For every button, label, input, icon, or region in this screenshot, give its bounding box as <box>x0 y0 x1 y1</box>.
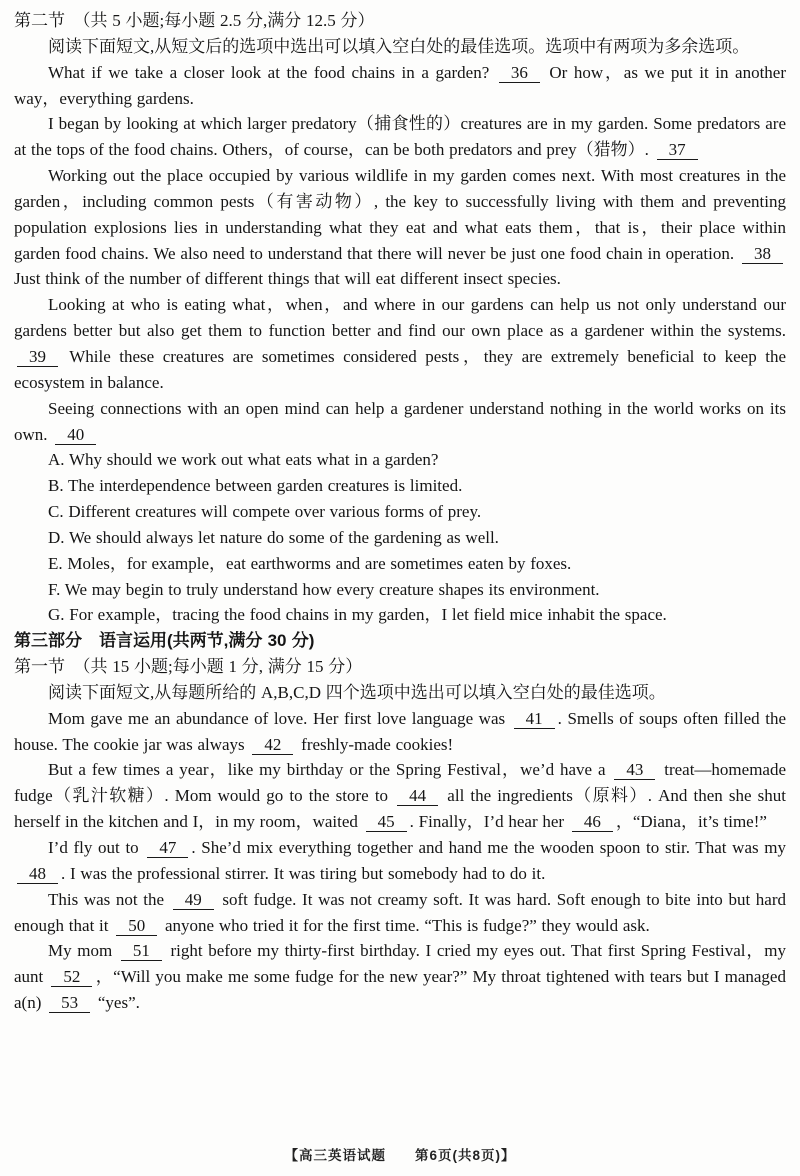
option-A: A. Why should we work out what eats what in a garden? <box>48 450 439 470</box>
blank-49: 49 <box>173 890 214 910</box>
part-3-section-1-heading: 第一节 （共 15 小题;每小题 1 分, 满分 15 分） <box>14 657 363 677</box>
section-2-instructions: 阅读下面短文,从短文后的选项中选出可以填入空白处的最佳选项。选项中有两项为多余选项。 <box>48 36 750 56</box>
cloze-paragraph-3: I’d fly out to 47 . She’d mix everything together and hand me the wooden spoon to stir. That was my 48 . I was the professional stirrer. It was tiring but somebody had to do it. <box>14 835 786 887</box>
blank-37: 37 <box>657 140 698 160</box>
cloze-instructions: 阅读下面短文,从每题所给的 A,B,C,D 四个选项中选出可以填入空白处的最佳选项。 <box>48 682 666 702</box>
blank-39: 39 <box>17 347 58 367</box>
cloze-paragraph-2: But a few times a year，like my birthday or the Spring Festival，we’d have a 43 treat—homemade fudge（乳汁软糖）. Mom would go to the store to 44 all the ingredients（原料）. And then she shut herself in the kitchen and I，in my room，waited 45 . Finally，I’d hear her 46 ，“Diana，it’s time!” <box>14 760 787 832</box>
part-3-heading: 第三部分 语言运用(共两节,满分 30 分) <box>14 631 315 651</box>
passage-paragraph-2: I began by looking at which larger predatory（捕食性的）creatures are in my garden. Some predators are at the tops of the food chains. Others，of course，can be both predators and prey（猎物）. 37 <box>14 114 786 160</box>
blank-40: 40 <box>55 425 96 445</box>
exam-content <box>14 8 786 1016</box>
cloze-paragraph-5: My mom 51 right before my thirty-first birthday. I cried my eyes out. That first Spring Festival，my aunt 52 ，“Will you make me some fudge for the new year?” My throat tightened with tears but I managed a(n) 53 “yes”. <box>14 941 786 1013</box>
blank-50: 50 <box>116 916 157 936</box>
blank-46: 46 <box>572 812 613 832</box>
blank-53: 53 <box>49 993 90 1013</box>
passage-paragraph-4: Looking at who is eating what，when，and where in our gardens can help us not only understand our gardens better but also get them to function better and find our own place as a gardener within the systems. 39 While these creatures are sometimes considered pests，they are extremely beneficial to keep the ecosystem in balance. <box>14 295 786 392</box>
blank-47: 47 <box>147 838 188 858</box>
option-B: B. The interdependence between garden creatures is limited. <box>48 476 463 496</box>
option-G: G. For example，tracing the food chains in my garden，I let field mice inhabit the space. <box>48 605 667 625</box>
blank-48: 48 <box>17 864 58 884</box>
blank-38: 38 <box>742 244 783 264</box>
blank-45: 45 <box>366 812 407 832</box>
cloze-paragraph-1: Mom gave me an abundance of love. Her first love language was 41 . Smells of soups often filled the house. The cookie jar was always 42 freshly-made cookies! <box>14 708 786 754</box>
blank-43: 43 <box>614 760 655 780</box>
option-E: E. Moles，for example，eat earthworms and are sometimes eaten by foxes. <box>48 553 572 573</box>
option-F: F. We may begin to truly understand how every creature shapes its environment. <box>48 579 600 599</box>
blank-51: 51 <box>121 941 162 961</box>
blank-44: 44 <box>397 786 438 806</box>
cloze-paragraph-4: This was not the 49 soft fudge. It was not creamy soft. It was hard. Soft enough to bite into but hard enough that it 50 anyone who tried it for the first time. “This is fudge?” they would ask. <box>14 889 787 935</box>
passage-paragraph-1: What if we take a closer look at the food chains in a garden? 36 Or how，as we put it in another way，everything gardens. <box>14 62 786 108</box>
blank-41: 41 <box>514 709 555 729</box>
passage-paragraph-3: Working out the place occupied by various wildlife in my garden comes next. With most creatures in the garden，including common pests（有害动物）, the key to successfully living with them and preventing population explosions lies in understanding what they eat and what eats them，that is，their place within garden food chains. We also need to understand that there will never be just one food chain in operation. 38 Just think of the number of different things that will eat different insect species. <box>14 166 786 289</box>
section-2-heading: 第二节 （共 5 小题;每小题 2.5 分,满分 12.5 分） <box>14 11 375 30</box>
passage-paragraph-5: Seeing connections with an open mind can help a gardener understand nothing in the world works on its own. 40 <box>14 398 786 444</box>
page-footer: 【高三英语试题 第6页(共8页)】 <box>284 1148 516 1163</box>
option-C: C. Different creatures will compete over various forms of prey. <box>48 502 482 522</box>
blank-36: 36 <box>499 63 540 83</box>
blank-42: 42 <box>252 735 293 755</box>
option-D: D. We should always let nature do some of the gardening as well. <box>48 527 499 547</box>
blank-52: 52 <box>51 967 92 987</box>
